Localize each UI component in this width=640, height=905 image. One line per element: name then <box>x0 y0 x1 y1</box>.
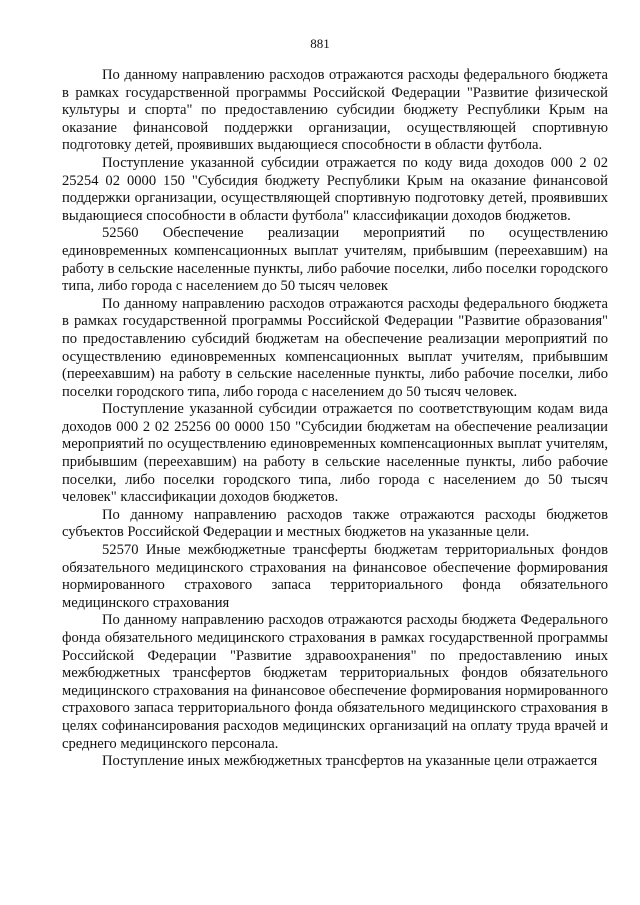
paragraph-52570-heading: 52570 Иные межбюджетные трансферты бюджетам территориальных фондов обязательного медицинского страхования на финансовое обеспечение формирования нормированного страхового запаса территориального фонда обязательного медицинского страхования <box>62 542 608 611</box>
page-number: 881 <box>310 36 330 51</box>
paragraph-52570-expenses: По данному направлению расходов отражаются расходы бюджета Федерального фонда обязательного медицинского страхования в рамках государственной программы Российской Федерации "Развитие здравоохранения" по предоставлению иных межбюджетных трансфертов бюджетам территориальных фондов обязательного медицинского страхования на финансовое обеспечение формирования нормированного страхового запаса территориального фонда обязательного медицинского страхования в целях софинансирования расходов медицинских организаций на оплату труда врачей и среднего медицинского персонала. <box>62 612 608 752</box>
document-body <box>62 67 608 771</box>
paragraph-sport-subsidy-revenue: Поступление указанной субсидии отражается по коду вида доходов 000 2 02 25254 02 0000 150 "Субсидия бюджету Республики Крым на оказание финансовой поддержки организации, осуществляющей спортивную подготовку детей, проявивших выдающиеся способности в области футбола" классификации доходов бюджетов. <box>62 154 608 224</box>
paragraph-52560-expenses: По данному направлению расходов отражаются расходы федерального бюджета в рамках государственной программы Российской Федерации "Развитие образования" по предоставлению субсидий бюджетам на обеспечение реализации мероприятий по осуществлению единовременных компенсационных выплат учителям, прибывшим (переехавшим) на работу в сельские населенные пункты, либо рабочие поселки, либо поселки городского типа, либо города с населением до 50 тысяч человек. <box>62 295 608 400</box>
paragraph-sport-subsidy-expenses: По данному направлению расходов отражаются расходы федерального бюджета в рамках государственной программы Российской Федерации "Развитие физической культуры и спорта" по предоставлению субсидии бюджету Республики Крым на оказание финансовой поддержки организации, осуществляющей спортивную подготовку детей, проявивших выдающиеся способности в области футбола. <box>62 67 608 154</box>
paragraph-52560-heading: 52560 Обеспечение реализации мероприятий по осуществлению единовременных компенсационных выплат учителям, прибывшим (переехавшим) на работу в сельские населенные пункты, либо рабочие поселки, либо поселки городского типа, либо города с населением до 50 тысяч человек <box>62 225 608 295</box>
paragraph-52560-revenue: Поступление указанной субсидии отражается по соответствующим кодам вида доходов 000 2 02 25256 00 0000 150 "Субсидии бюджетам на обеспечение реализации мероприятий по осуществлению единовременных компенсационных выплат учителям, прибывшим (переехавшим) на работу в сельские населенные пункты, либо рабочие поселки, либо поселки городского типа, либо города с населением до 50 тысяч человек" классификации доходов бюджетов. <box>62 401 608 506</box>
paragraph-52570-revenue: Поступление иных межбюджетных трансфертов на указанные цели отражается <box>102 753 598 770</box>
paragraph-52560-regional: По данному направлению расходов также отражаются расходы бюджетов субъектов Российской Федерации и местных бюджетов на указанные цели. <box>62 506 608 541</box>
